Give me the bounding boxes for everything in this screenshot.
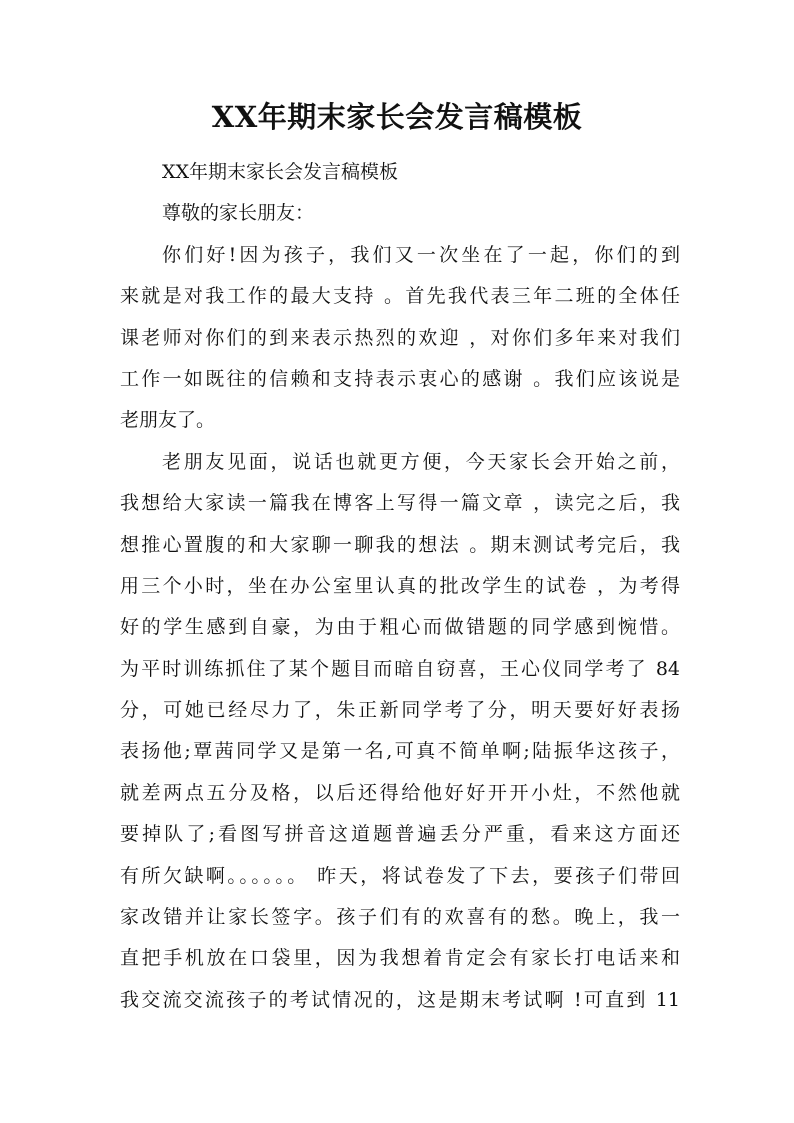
body-line: 要掉队了;看图写拼音这道题普遍丢分严重，看来这方面还 [120,823,680,846]
body-line: 有所欠缺啊。。。。。。 昨天，将试卷发了下去，要孩子们带回 [120,864,680,887]
body-line: 用三个小时，坐在办公室里认真的批改学生的试卷 ，为考得 [120,574,680,597]
body-line: 直把手机放在口袋里，因为我想着肯定会有家长打电话来和 [120,947,680,970]
body-line: 好的学生感到自豪，为由于粗心而做错题的同学感到惋惜。 [120,616,680,639]
body-line: 你们好!因为孩子，我们又一次坐在了一起，你们的到 [162,243,680,266]
body-line: 我交流交流孩子的考试情况的，这是期末考试啊 !可直到 11 [120,988,680,1011]
body-line: 课老师对你们的到来表示热烈的欢迎 ，对你们多年来对我们 [120,326,680,349]
body-line: 就差两点五分及格，以后还得给他好好开开小灶，不然他就 [120,781,680,804]
body-line: 来就是对我工作的最大支持 。首先我代表三年二班的全体任 [120,285,680,308]
document-title: XX年期末家长会发言稿模板 [211,100,583,134]
document-body [120,152,680,1021]
body-line: 尊敬的家长朋友： [162,202,315,225]
body-line: 家改错并让家长签字。孩子们有的欢喜有的愁。晚上，我一 [120,906,680,929]
body-line: 我想给大家读一篇我在博客上写得一篇文章 ，读完之后，我 [120,492,680,515]
body-line: 老朋友见面，说话也就更方便，今天家长会开始之前， [162,450,680,473]
body-line: XX年期末家长会发言稿模板 [162,161,399,183]
body-line: 工作一如既往的信赖和支持表示衷心的感谢 。我们应该说是 [120,367,680,390]
body-line: 分，可她已经尽力了，朱正新同学考了分，明天要好好表扬 [120,699,680,722]
body-line: 老朋友了。 [120,409,216,432]
body-line: 为平时训练抓住了某个题目而暗自窃喜，王心仪同学考了 84 [120,657,680,680]
body-line: 表扬他;覃茜同学又是第一名,可真不简单啊;陆振华这孩子， [120,740,680,763]
body-line: 想推心置腹的和大家聊一聊我的想法 。期末测试考完后，我 [120,533,680,556]
